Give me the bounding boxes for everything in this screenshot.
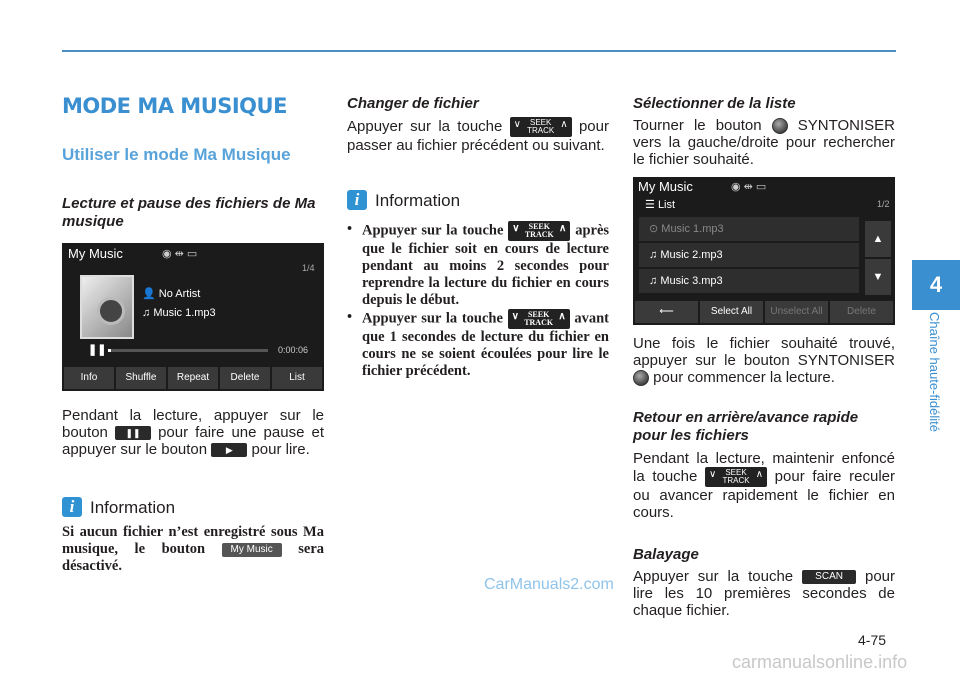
shuffle-button[interactable]: Shuffle <box>116 367 166 389</box>
list-screen-title: My Music <box>638 179 693 194</box>
top-rule <box>62 50 896 52</box>
info-bullet-2: • Appuyer sur la touche ∨ SEEK TRACK ∧ avant que 1 secondes de lecture du fichier en cours ne se soient écoulées pour lire le fichier précédent. <box>347 309 610 379</box>
subtitle: Utiliser le mode Ma Musique <box>62 145 291 164</box>
pause-button-icon: ❚❚ <box>115 426 151 440</box>
select-all-button[interactable]: Select All <box>700 301 763 323</box>
seek-track-icon: ∨ SEEK TRACK ∧ <box>705 467 767 487</box>
screen-title: My Music <box>68 246 123 261</box>
music-screen <box>62 243 324 391</box>
rewind-ff-paragraph: Pendant la lecture, maintenir enfoncé la touche ∨ SEEK TRACK ∧ pour faire reculer ou avancer rapidement le fichier en cours. <box>633 450 896 521</box>
list-button[interactable]: List <box>272 367 322 389</box>
list-item[interactable]: ♫ Music 2.mp3 <box>639 243 859 267</box>
scan-button-icon: SCAN <box>802 570 856 584</box>
artist-name: No Artist <box>158 288 201 300</box>
chapter-tab: 4 <box>912 260 960 310</box>
person-icon: 👤 <box>142 288 156 300</box>
usb-icon: ◉ ⇹ ▭ <box>162 248 198 260</box>
seek-track-icon: ∨ SEEK TRACK ∧ <box>510 117 572 137</box>
info-title-2: Information <box>375 191 461 210</box>
artist-row <box>142 287 200 300</box>
chapter-title: Chaîne haute-fidélité <box>927 312 942 432</box>
screen-page: 1/4 <box>302 263 315 273</box>
scroll-up-icon[interactable]: ▲ <box>865 221 891 257</box>
section-title-play-pause: Lecture et pause des fichiers de Ma musique <box>62 195 316 230</box>
section-title-rewind-ff: Retour en arrière/avance rapide pour les fichiers <box>633 409 859 444</box>
unselect-all-button[interactable]: Unselect All <box>765 301 828 323</box>
info-button[interactable]: Info <box>64 367 114 389</box>
play-pause-paragraph: Pendant la lecture, appuyer sur le bouton ❚❚ pour faire une pause et appuyer sur le bouton ▶ pour lire. <box>62 407 325 458</box>
info-text-1: Si aucun fichier n’est enregistré sous Ma musique, le bouton My Music sera désactivé. <box>62 524 324 574</box>
info-title-1: Information <box>90 498 176 517</box>
watermark-2: carmanualsonline.info <box>732 652 908 672</box>
screen-buttons <box>64 367 322 389</box>
music-note-icon: ♫ <box>649 249 658 261</box>
change-file-paragraph: Appuyer sur la touche ∨ SEEK TRACK ∧ pour passer au fichier précédent ou suivant. <box>347 117 609 154</box>
delete-button[interactable]: Delete <box>830 301 893 323</box>
pause-icon[interactable]: ❚❚ <box>88 344 107 356</box>
music-note-icon: ♫ <box>649 275 658 287</box>
list-screen-buttons <box>635 301 893 323</box>
delete-button[interactable]: Delete <box>220 367 270 389</box>
album-art-icon <box>80 275 134 339</box>
progress-bar[interactable] <box>108 349 268 352</box>
file-row <box>142 307 216 319</box>
list-item[interactable]: ♫ Music 3.mp3 <box>639 269 859 293</box>
section-title-scan: Balayage <box>633 546 699 563</box>
section-title-change-file: Changer de fichier <box>347 95 479 112</box>
info-icon: i <box>347 190 367 210</box>
list-page: 1/2 <box>877 199 890 209</box>
page-number: 4-75 <box>858 632 887 648</box>
list-icon: ☰ <box>645 199 655 211</box>
info-icon: i <box>62 497 82 517</box>
select-list-paragraph: Tourner le bouton SYNTONISER vers la gauche/droite pour rechercher le fichier souhaité. <box>633 117 896 169</box>
music-note-icon: ♫ <box>142 307 151 319</box>
tune-knob-icon <box>633 370 649 386</box>
scan-paragraph: Appuyer sur la touche SCAN pour lire les 10 premières secondes de chaque fichier. <box>633 568 896 619</box>
my-music-button-icon: My Music <box>222 543 282 557</box>
play-circle-icon: ⊙ <box>649 223 659 235</box>
time-display: 0:00:06 <box>278 345 309 355</box>
back-arrow-icon[interactable]: ⟵ <box>635 301 698 323</box>
list-header: ☰ List <box>645 199 676 211</box>
tune-knob-icon <box>772 118 788 134</box>
start-play-paragraph: Une fois le fichier souhaité trouvé, appuyer sur le bouton SYNTONISER pour commencer la lecture. <box>633 335 895 386</box>
play-button-icon: ▶ <box>211 443 247 457</box>
seek-track-icon: ∨ SEEK TRACK ∧ <box>508 309 570 329</box>
section-title-select-list: Sélectionner de la liste <box>633 95 796 112</box>
info-bullet-1: • Appuyer sur la touche ∨ SEEK TRACK ∧ après que le fichier soit en cours de lecture pendant au moins 2 secondes pour reprendre la lecture du fichier en cours depuis le début. <box>347 221 610 308</box>
usb-icon: ◉ ⇹ ▭ <box>731 181 767 193</box>
scroll-down-icon[interactable]: ▼ <box>865 259 891 295</box>
list-item[interactable]: ⊙ Music 1.mp3 <box>639 217 859 241</box>
main-title: MODE MA MUSIQUE <box>62 94 287 118</box>
repeat-button[interactable]: Repeat <box>168 367 218 389</box>
seek-track-icon: ∨ SEEK TRACK ∧ <box>508 221 570 241</box>
music-list-screen <box>633 177 895 325</box>
watermark-1: CarManuals2.com <box>484 576 614 593</box>
file-name: Music 1.mp3 <box>153 307 216 319</box>
